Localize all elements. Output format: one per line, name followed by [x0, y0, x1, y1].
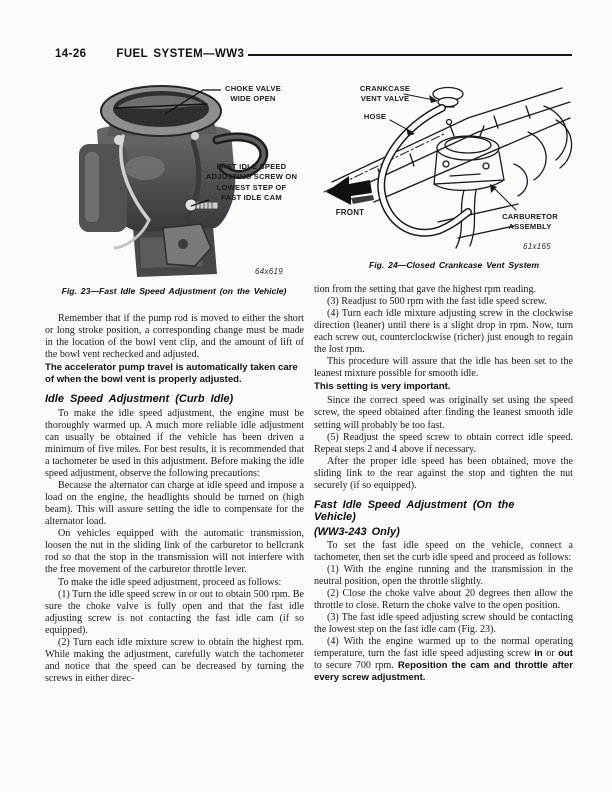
paragraph: [314, 356, 573, 380]
text-run: Remember that if the pump rod is moved to either the short or long stroke position, a corresponding change must be made in the location of the bowl vent clip, and the amount of lift of the bowl vent rechecked and adjusted.: [45, 313, 304, 361]
fig24-label-hose: HOSE: [363, 112, 387, 121]
paragraph: [314, 432, 573, 456]
section-heading: [45, 393, 304, 406]
paragraph: [45, 528, 304, 576]
front-arrow: [326, 176, 374, 205]
bold-emphasis: in: [534, 648, 543, 659]
paragraph: [314, 564, 573, 588]
paragraph: [314, 296, 573, 308]
paragraph: [45, 408, 304, 480]
paragraph: [314, 395, 573, 431]
paragraph: [45, 480, 304, 528]
text-run: To set the fast idle speed on the vehicle, connect a tachometer, then set the curb idle speed and proceed as follows:: [314, 539, 573, 563]
bold-emphasis: out: [558, 648, 573, 659]
fig23-callout-fast-idle: FAST IDLE SPEED ADJUSTING SCREW ON LOWEST STEP OF FAST IDLE CAM: [205, 162, 298, 203]
paragraph: [314, 612, 573, 636]
paragraph: [314, 381, 573, 393]
header-rule: [248, 54, 572, 56]
text-run: This procedure will assure that the idle has been set to the leanest mixture possible for smooth idle.: [314, 356, 573, 380]
text-run: (3) The fast idle speed adjusting screw should be contacting the lowest step on the fast idle cam (Fig. 23).: [314, 611, 573, 635]
text-run: or: [542, 648, 559, 659]
page-header: [55, 48, 572, 60]
text-run: (2) Turn each idle mixture screw to obtain the highest rpm. While making the adjustment, carefully watch the tachometer and notice that the speed can be decreased by turning the screws in either direc-: [45, 636, 304, 684]
text-run: The accelerator pump travel is automatically taken care of when the bowl vent is properly adjusted.: [45, 362, 298, 386]
bold-emphasis: Reposition the cam and throttle after every screw adjustment.: [314, 660, 573, 684]
right-text-column: [314, 284, 573, 684]
page-number: 14-26: [55, 48, 87, 60]
text-run: (4) With the engine warmed up to the normal operating temperature, turn the fast idle speed adjusting screw: [314, 635, 573, 659]
paragraph: [314, 308, 573, 356]
text-run: This setting is very important.: [314, 381, 451, 393]
paragraph: [45, 577, 304, 589]
text-run: To make the idle speed adjustment, proceed as follows:: [58, 576, 282, 588]
paragraph: [314, 540, 573, 564]
fig24-photo-code: 61x165: [523, 242, 552, 251]
fig23-callout-choke-valve: CHOKE VALVE WIDE OPEN: [225, 84, 281, 104]
figure-23: [45, 78, 303, 310]
text-run: After the proper idle speed has been obtained, move the sliding link to the rear against the stop and tighten the nut securely (if so equipped).: [314, 455, 573, 491]
section-heading: Fast Idle Speed Adjustment (On the Vehicle): [314, 498, 515, 524]
text-run: (2) Close the choke valve about 20 degrees then allow the throttle to close. Return the choke valve to the open position.: [314, 587, 573, 611]
section-title: FUEL SYSTEM—WW3: [116, 48, 245, 60]
paragraph: [45, 362, 304, 386]
text-run: (1) With the engine running and the transmission in the neutral position, open the throttle slightly.: [314, 563, 573, 587]
paragraph: [314, 636, 573, 684]
paragraph: [45, 313, 304, 361]
text-run: (1) Turn the idle speed screw in or out to obtain 500 rpm. Be sure the choke valve is fully open and that the fast idle adjusting screw is not contacting the fast idle cam (if so equipped).: [45, 588, 304, 636]
text-run: (4) Turn each idle mixture adjusting screw in the clockwise direction (leaner) until there is a slight drop in rpm. Now, turn each screw out, counterclockwise (richer) just enough to regain the lost rpm.: [314, 308, 573, 356]
fig24-label-crankcase-vent-valve: CRANKCASE VENT VALVE: [359, 84, 411, 104]
paragraph: [314, 284, 573, 296]
text-run: to secure 700 rpm.: [314, 660, 398, 672]
text-run: Idle Speed Adjustment (Curb Idle): [45, 393, 234, 406]
fig24-caption: Fig. 24—Closed Crankcase Vent System: [369, 260, 539, 270]
text-run: (3) Readjust to 500 rpm with the fast idle speed screw.: [327, 296, 547, 308]
figure-24: [318, 72, 590, 280]
left-text-column: [45, 313, 304, 685]
text-run: To make the idle speed adjustment, the engine must be thoroughly warmed up. A much more reliable idle adjustment can usually be obtained if the vehicle has been driven a minimum of five miles. For best results, it is recommended that a tachometer be used in this adjustment. Before making the idle speed adjustment, observe the following precautions:: [45, 407, 304, 480]
text-run: Because the alternator can charge at idle speed and impose a load on the engine, the headlights should be turned on (high beam). This will assure setting the idle to compensate for the alternator load.: [45, 480, 304, 528]
fig23-photo-code: 64x619: [255, 267, 284, 276]
paragraph: [45, 637, 304, 685]
paragraph: [45, 589, 304, 637]
text-run: On vehicles equipped with the automatic transmission, loosen the nut in the sliding link of the carburetor to bellcrank rod so that the stop in the transmission will not interfere with the free movement of the carburetor throttle lever.: [45, 528, 304, 576]
text-run: (WW3-243 Only): [314, 525, 400, 538]
text-run: Since the correct speed was originally set using the speed screw, the speed obtained after finding the leanest smooth idle setting will probably be too fast.: [314, 395, 573, 431]
paragraph: [314, 456, 573, 492]
fig24-label-front: FRONT: [335, 208, 365, 217]
fig24-label-carburetor-assembly: CARBURETOR ASSEMBLY: [502, 212, 558, 232]
paragraph: [314, 588, 573, 612]
text-run: tion from the setting that gave the highest rpm reading.: [314, 284, 537, 295]
text-run: (5) Readjust the speed screw to obtain correct idle speed. Repeat steps 2 and 4 above if necessary.: [314, 431, 573, 455]
section-heading: [314, 526, 573, 539]
fig23-caption: Fig. 23—Fast Idle Speed Adjustment (on the Vehicle): [61, 286, 287, 296]
